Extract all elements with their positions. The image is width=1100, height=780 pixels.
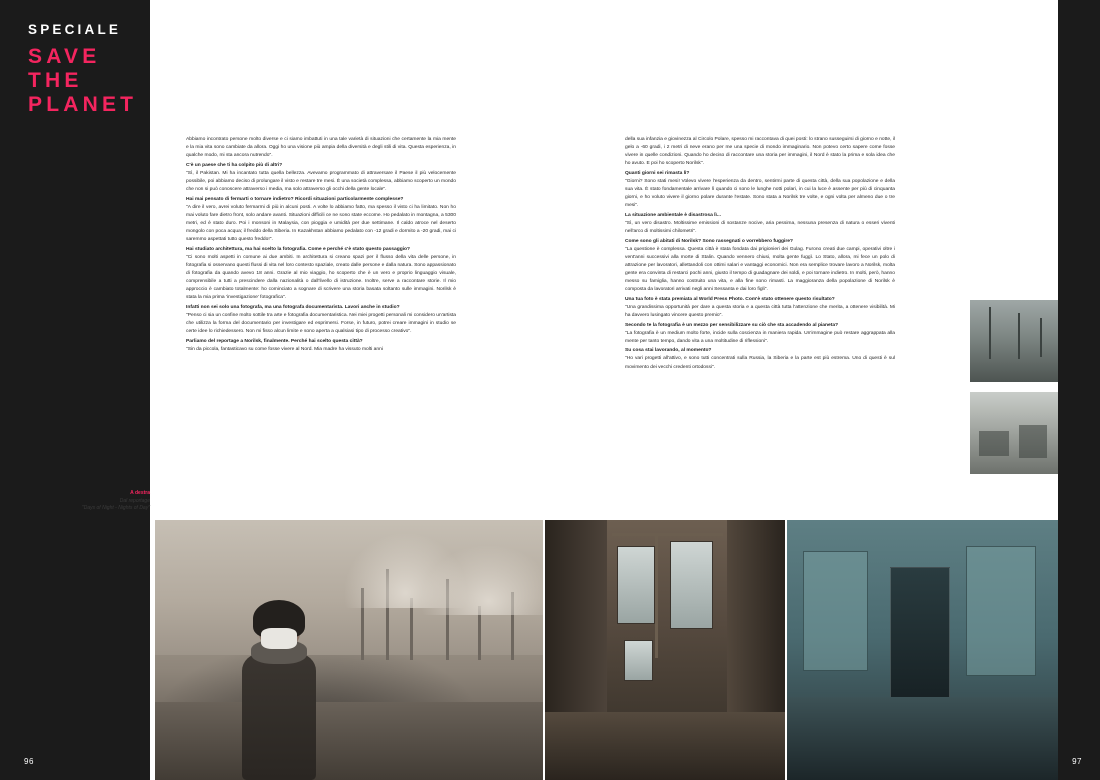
article-column-left [186, 136, 456, 355]
section-header [28, 22, 138, 117]
interview-question: Parliamo del reportage a Norilsk, finalmente. Perché hai scelto questa città? [186, 338, 363, 344]
interview-answer: Abbiamo incontrato persone molto diverse e ci siamo imbattuti in una tale varietà di situazioni che certamente la mia mente e la mia vita sono cambiate da allora. Oggi ho una visione più ampia della diversità e degli stili di vita. Questa esperienza, in qualche modo, mi sta ancora nutrendo". [186, 137, 456, 159]
interview-question: Quanti giorni sei rimasta lì? [625, 170, 690, 176]
section-title [28, 45, 138, 117]
interview-answer: "Sin da piccola, fantasticavo su come fosse vivere al Nord. Mia madre ha vissuto molti anni [186, 346, 383, 352]
photo-smokestacks [341, 556, 543, 660]
caption-line-2: "Days of Night - Nights of Day" [81, 505, 150, 511]
interview-answer: "Una grandissima opportunità per dare a questa storia e a questa città tutta l'attenzione che merita, a ottenere visibilità. Mi ha davvero lusingato vincere questo premio". [625, 304, 895, 318]
interview-question: Secondo te la fotografia è un mezzo per sensibilizzare su ciò che sta accadendo al pianeta? [625, 322, 839, 328]
photo-caption [50, 490, 150, 513]
photo-small-industrial [970, 300, 1058, 382]
photo-doorway [890, 567, 950, 702]
interview-answer: della sua infanzia e giovinezza al Circolo Polare, spesso mi raccontava di quei posti: lo strano susseguirsi di giorno e notte, il gelo a -60 gradi, i 2 metri di neve erano per me una specie di mondo immaginario. Non potevo certo sapere come fosse vivere in quelle condizioni. Quando ho deciso di raccontare una storia per immagini, il Nord è stato la prima e sola idea che ho avuto. E poi ho scoperto Norilsk". [625, 137, 895, 167]
interview-question: Su cosa stai lavorando, al momento? [625, 348, 712, 354]
page-number-right: 97 [1072, 757, 1082, 766]
interview-answer: "Sì, un vero disastro. Moltissime emissioni di sostanze nocive, aria pessima, nessuna presenza di natura o esseri viventi nell'arco di moltissimi chilometri". [625, 220, 895, 235]
photo-gutter-3 [970, 382, 1058, 392]
interview-question: Hai studiato architettura, ma hai scelto la fotografia. Come e perché c'è stato questo passaggio? [186, 246, 411, 252]
interview-question: Come sono gli abitati di Norilsk? Sono rassegnati o vorrebbero fuggire? [625, 238, 793, 244]
left-dark-band [0, 0, 150, 780]
photo-girl-in-mask [155, 520, 543, 780]
interview-answer: "La questione è complessa. Questa città è stata fondata dai prigionieri dei Gulag. Furono creati due campi, operativi oltre i vent'anni successivi alla morte di Stalin. Quando vennero chiusi, molta gente fuggì. Lo Stato, allora, mi fece un polo di attrazione per lavoratori, allettandoli con ottimi salari e vantaggi economici. Non era semplice trovare lavoro a Norilsk, molta gente era convinta di restarci pochi anni, giusto il tempo di guadagnare dei soldi, e poi tornare indietro. In molti, però, hanno messo su famiglia, hanno costruito una vita, e alla fine sono rimasti. La maggioranza della popolazione di Norilsk è composta da lavoratori arrivati negli anni Sessanta e dai loro figli". [625, 246, 895, 293]
photo-small-interior [970, 392, 1058, 474]
interview-question: Infatti non sei solo una fotografa, ma una fotografa documentarista. Lavori anche in studio? [186, 304, 400, 310]
photo-gutter-2 [785, 520, 787, 780]
interview-answer: "Sì, il Pakistan. Mi ha incantato tutta quella bellezza. Avevamo programmato di attraversare il Paese il più velocemente possibile, poi abbiamo deciso di prolungare il visto e restare tre mesi. È una società complessa, abbiamo scoperto un mondo che non si può conoscere attraverso i media, ma solo attraverso gli occhi della gente locale". [186, 170, 456, 193]
right-dark-band [1058, 0, 1100, 780]
caption-title: A destra [130, 490, 150, 496]
interview-answer: "Ci sono molti aspetti in comune ai due ambiti. In architettura si creano spazi per il flusso della vita delle persone, in fotografia si osservano questi flussi di vita nel loro contesto spaziale, creato dalle persone e dalla natura. Sono appassionato di fotografia da quando avevo 18 anni. Grazie al mio viaggio, ho scoperto che è un vero e proprio linguaggio visuale, comprensibile a tutti a prescindere dalla nazionalità o dall'livello di istruzione. Inoltre, serve a raccontare storie. Il mio approccio è cambiato totalmente: ho cominciato a sognare di scrivere una storia basata soltanto sulle immagini. Norilsk è stata la mia prima 'investigazione' fotografica". [186, 254, 456, 301]
interview-question: La situazione ambientale è disastrosa lì... [625, 212, 721, 218]
caption-line-1: Dal reportage [119, 497, 150, 504]
photo-ground [155, 702, 543, 780]
interview-answer: "A dire il vero, avrei voluto fermarmi di più in alcuni posti. A volte lo abbiamo fatto, ma spesso il visto ci ha limitato. Non ho mai voluto fare dietro front, solo andare avanti. Situazioni difficili ce ne sono state eccome. Ho pedalato in montagna, a 5300 metri, ed è stato duro. Poi i monsoni in Malaysia, con pioggia e umidità per due settimane. Il caldo atroce nel deserto mongolo con poca acqua; il freddo della Siberia. In Kazakhstan abbiamo pedalato con -12 gradi e dormito a -20 gradi, mai ci saremmo aspettati tutto questo freddo!". [186, 204, 456, 243]
interview-question: Hai mai pensato di fermarti o tornare indietro? Ricordi situazioni particolarmente complesse? [186, 196, 404, 202]
section-title-line-2: THE [28, 69, 83, 92]
photo-blue-room [787, 520, 1058, 780]
interview-answer: "Penso ci sia un confine molto sottile tra arte e fotografia documentaristica. Nei miei progetti personali mi considero un'artista che utilizza la forma del documentario per investigare ed esprimersi. Forse, in futuro, potrei creare immagini in studio se certe idee lo richiedessero. Non mi fisso alcun limite e sono aperta a qualsiasi tipo di processo creativo". [186, 312, 456, 335]
photo-figure [233, 593, 326, 780]
photo-ruined-interior [545, 520, 785, 780]
photo-gutter-1 [543, 520, 545, 780]
section-kicker: SPECIALE [28, 22, 122, 37]
interview-answer: "Giorni? Sono stati mesi! Volevo vivere l'esperienza da dentro, sentirmi parte di questa città, della sua popolazione e della sua vita. È stato fondamentale arrivare lì quando ci sono le lunghe notti polari, in cui la luce è assente per più di cinquanta giorni, e ho voluto vivere il giorno polare durante l'estate. Sono stata a Norilsk tre volte, e ogni volta per almeno due o tre mesi". [625, 178, 895, 209]
interview-question: Una tua foto è stata premiata al World Press Photo. Com'è stato ottenere questo risultato? [625, 296, 835, 302]
section-title-line-3: PLANET [28, 93, 138, 116]
interview-answer: "La fotografia è un medium molto forte, incide sulla coscienza in maniera rapida. Un'immagine può restare aggrappata alla mente per tanto tempo, dando vita a una moltitudine di riflessioni". [625, 330, 895, 344]
interview-question: C'è un paese che ti ha colpito più di altri? [186, 162, 283, 168]
article-column-right [625, 136, 895, 373]
section-title-line-1: SAVE [28, 45, 101, 68]
face-mask [261, 628, 296, 649]
interview-answer: "Ho vari progetti all'attivo, e sono tutti concentrati sulla Russia, la Siberia e la parte est più estrema. Uno di questi è sul movimento dei vecchi credenti ortodossi". [625, 356, 895, 370]
page-number-left: 96 [24, 757, 34, 766]
